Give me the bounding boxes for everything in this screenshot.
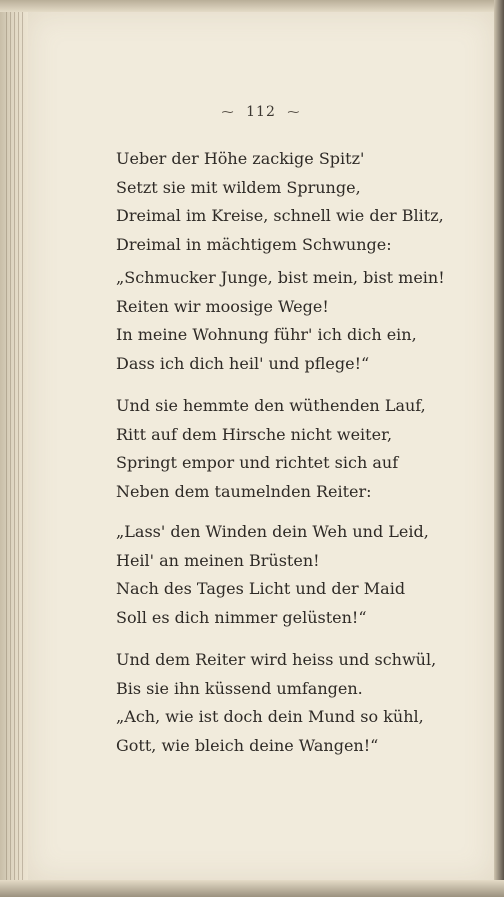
verse-line: Soll es dich nimmer gelüsten!“	[116, 607, 367, 627]
stanza-1	[116, 145, 444, 259]
verse-line: Gott, wie bleich deine Wangen!“	[116, 735, 379, 755]
verse-line: Neben dem taumelnden Reiter:	[116, 481, 372, 501]
book-gutter	[0, 0, 28, 897]
ornament-left: ⁓	[221, 105, 235, 119]
verse-line: „Ach, wie ist doch dein Mund so kühl,	[116, 707, 424, 726]
right-edge	[494, 0, 504, 897]
verse-line: Bis sie ihn küssend umfangen.	[116, 678, 363, 698]
verse-line: Dass ich dich heil' und pflege!“	[116, 353, 370, 373]
stanza-4	[116, 518, 429, 632]
verse-line: Und dem Reiter wird heiss und schwül,	[116, 650, 437, 669]
bottom-edge	[0, 880, 504, 897]
verse-line: Dreimal in mächtigem Schwunge:	[116, 234, 392, 254]
stanza-2	[116, 264, 445, 378]
page-header	[28, 104, 494, 120]
verse-line: „Schmucker Junge, bist mein, bist mein!	[116, 268, 445, 287]
page-edges	[6, 10, 24, 880]
top-edge	[0, 0, 504, 12]
verse-line: „Lass' den Winden dein Weh und Leid,	[116, 522, 429, 541]
verse-line: Ueber der Höhe zackige Spitz'	[116, 149, 365, 168]
ornament-right: ⁓	[287, 105, 301, 119]
stanza-3	[116, 392, 426, 506]
verse-line: Springt empor und richtet sich auf	[116, 453, 399, 472]
verse-line: Setzt sie mit wildem Sprunge,	[116, 177, 361, 197]
verse-line: In meine Wohnung führ' ich dich ein,	[116, 325, 417, 344]
verse-line: Nach des Tages Licht und der Maid	[116, 579, 406, 598]
verse-line: Und sie hemmte den wüthenden Lauf,	[116, 396, 426, 415]
page-number: 112	[246, 104, 276, 120]
verse-line: Heil' an meinen Brüsten!	[116, 550, 320, 570]
stanza-5	[116, 646, 436, 760]
book-page	[28, 12, 494, 880]
verse-line: Ritt auf dem Hirsche nicht weiter,	[116, 424, 393, 444]
verse-line: Dreimal im Kreise, schnell wie der Blitz,	[116, 206, 444, 225]
verse-line: Reiten wir moosige Wege!	[116, 296, 329, 316]
